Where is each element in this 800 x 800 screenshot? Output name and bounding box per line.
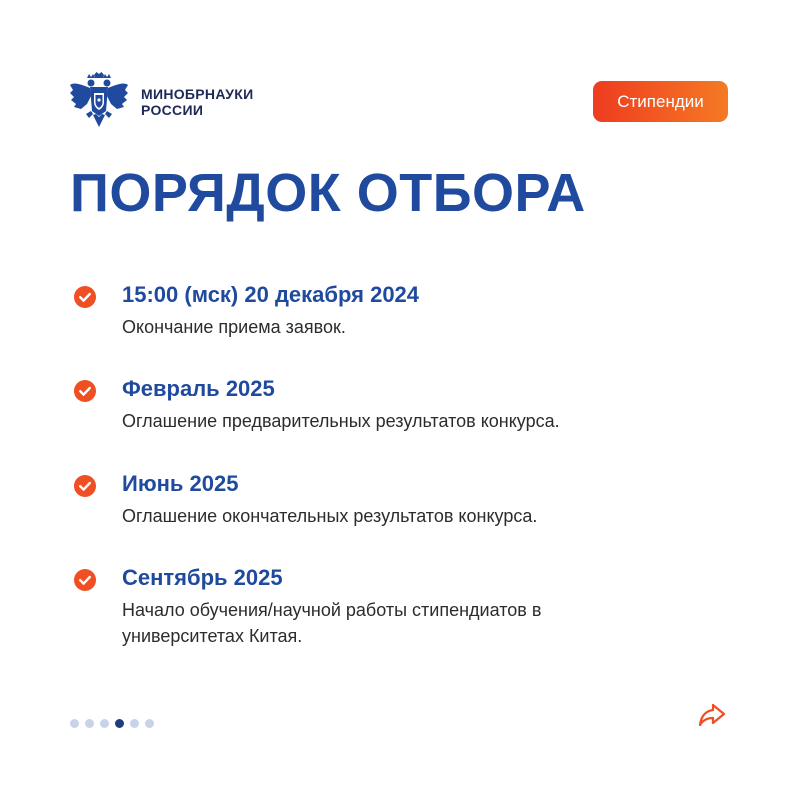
coat-of-arms-logo <box>70 72 128 132</box>
check-circle-icon <box>74 286 96 308</box>
category-badge[interactable]: Стипендии <box>593 81 728 122</box>
check-circle-icon <box>74 475 96 497</box>
timeline-date: Февраль 2025 <box>122 376 275 401</box>
ministry-name <box>141 86 253 118</box>
pagination-dots <box>70 719 154 728</box>
timeline-description: Окончание приема заявок. <box>122 317 346 337</box>
check-circle-icon <box>74 380 96 402</box>
pagination-dot[interactable] <box>100 719 109 728</box>
timeline-description: Начало обучения/научной работы стипендиатов в университетах Китая. <box>122 600 542 646</box>
ministry-name-line2: РОССИИ <box>141 102 204 118</box>
pagination-dot[interactable] <box>85 719 94 728</box>
ministry-name-line1: МИНОБРНАУКИ <box>141 86 254 102</box>
timeline-date: Июнь 2025 <box>122 471 239 496</box>
pagination-dot-active[interactable] <box>115 719 124 728</box>
pagination-dot[interactable] <box>70 719 79 728</box>
check-circle-icon <box>74 569 96 591</box>
timeline-date: Сентябрь 2025 <box>122 565 283 590</box>
pagination-dot[interactable] <box>145 719 154 728</box>
timeline-description: Оглашение предварительных результатов конкурса. <box>122 411 560 431</box>
page-title: ПОРЯДОК ОТБОРА <box>70 163 586 223</box>
pagination-dot[interactable] <box>130 719 139 728</box>
share-arrow-icon[interactable] <box>697 699 727 729</box>
timeline-description: Оглашение окончательных результатов конкурса. <box>122 506 538 526</box>
timeline-date: 15:00 (мск) 20 декабря 2024 <box>122 282 420 307</box>
